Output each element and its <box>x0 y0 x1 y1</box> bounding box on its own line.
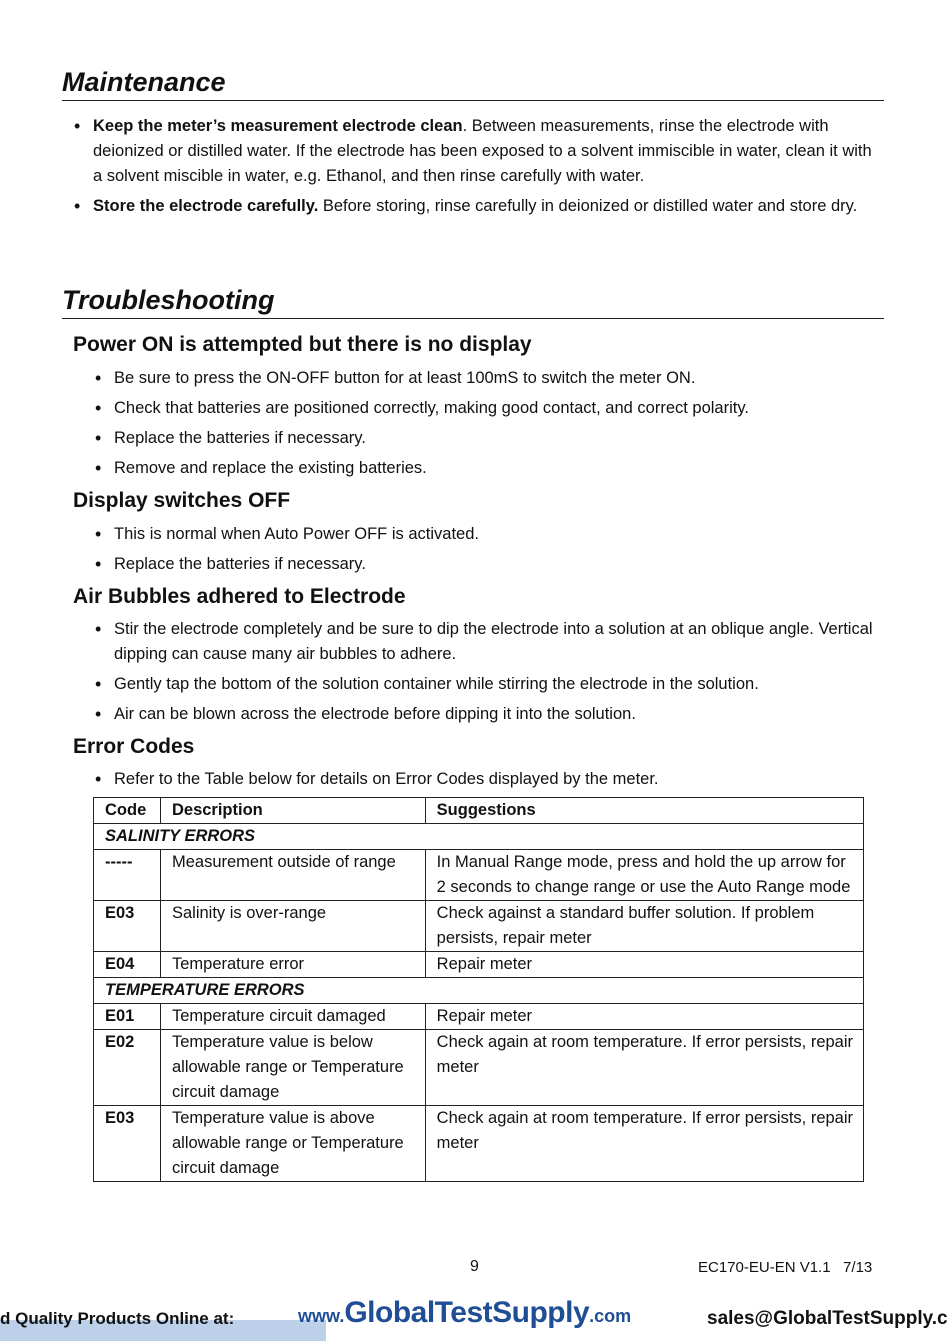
table-group-row <box>94 978 864 1004</box>
website-name: GlobalTestSupply <box>344 1296 590 1329</box>
list-item: • Be sure to press the ON-OFF button for at least 100mS to switch the meter ON. <box>114 366 884 391</box>
no-display-list <box>114 366 884 486</box>
list-item: • Remove and replace the existing batteries. <box>114 456 884 481</box>
section-heading-error-codes: Error Codes <box>73 735 195 758</box>
column-header-suggestions: Suggestions <box>425 798 863 824</box>
troubleshooting-heading: Troubleshooting <box>62 284 884 319</box>
list-item: • Gently tap the bottom of the solution container while stirring the electrode in the solution. <box>114 672 874 697</box>
error-description: Temperature error <box>160 952 425 978</box>
error-codes-list <box>114 767 884 797</box>
bullet-bold: Keep the meter’s measurement electrode clean <box>93 117 463 135</box>
list-item: • Refer to the Table below for details on Error Codes displayed by the meter. <box>114 767 884 792</box>
error-suggestion: In Manual Range mode, press and hold the up arrow for 2 seconds to change range or use the Auto Range mode <box>425 850 863 901</box>
table-row <box>94 850 864 901</box>
error-suggestion: Check again at room temperature. If error persists, repair meter <box>425 1106 863 1182</box>
error-code: E01 <box>94 1004 161 1030</box>
maintenance-list <box>93 114 883 224</box>
table-row <box>94 1004 864 1030</box>
error-code-table <box>93 797 864 1182</box>
error-description: Temperature circuit damaged <box>160 1004 425 1030</box>
table-row <box>94 952 864 978</box>
error-suggestion: Repair meter <box>425 952 863 978</box>
table-group-row <box>94 824 864 850</box>
error-code: E02 <box>94 1030 161 1106</box>
error-suggestion: Repair meter <box>425 1004 863 1030</box>
error-suggestion: Check against a standard buffer solution. If problem persists, repair meter <box>425 901 863 952</box>
error-description: Measurement outside of range <box>160 850 425 901</box>
list-item: • Check that batteries are positioned correctly, making good contact, and correct polarity. <box>114 396 884 421</box>
section-heading-air-bubbles: Air Bubbles adhered to Electrode <box>73 585 406 608</box>
list-item: • Stir the electrode completely and be sure to dip the electrode into a solution at an oblique angle. Vertical dipping can cause many air bubbles to adhere. <box>114 617 874 667</box>
bullet-bold: Store the electrode carefully. <box>93 197 319 215</box>
list-item <box>93 114 883 189</box>
section-heading-display-off: Display switches OFF <box>73 489 291 512</box>
error-code: E04 <box>94 952 161 978</box>
email-link[interactable]: sales@GlobalTestSupply.c <box>707 1308 948 1329</box>
group-title: SALINITY ERRORS <box>94 824 864 850</box>
website-link[interactable] <box>298 1296 631 1330</box>
website-prefix: www. <box>298 1306 345 1326</box>
brand-tagline: d Quality Products Online at: <box>0 1309 235 1328</box>
list-item: • Air can be blown across the electrode before dipping it into the solution. <box>114 702 874 727</box>
list-item: • Replace the batteries if necessary. <box>114 552 884 577</box>
table-row <box>94 901 864 952</box>
air-bubbles-list <box>114 617 874 732</box>
table-row <box>94 1030 864 1106</box>
error-description: Salinity is over-range <box>160 901 425 952</box>
display-off-list <box>114 522 884 582</box>
group-title: TEMPERATURE ERRORS <box>94 978 864 1004</box>
section-heading-no-display: Power ON is attempted but there is no display <box>73 333 532 356</box>
maintenance-heading: Maintenance <box>62 66 884 101</box>
table-header-row <box>94 798 864 824</box>
error-code: E03 <box>94 901 161 952</box>
column-header-code: Code <box>94 798 161 824</box>
error-description: Temperature value is below allowable range or Temperature circuit damage <box>160 1030 425 1106</box>
error-suggestion: Check again at room temperature. If error persists, repair meter <box>425 1030 863 1106</box>
error-description: Temperature value is above allowable range or Temperature circuit damage <box>160 1106 425 1182</box>
website-suffix: .com <box>589 1306 632 1326</box>
bullet-text: . Between measurements, rinse the electrode with deionized or distilled water. If the electrode has been exposed to a solvent immiscible in water, clean it with a solvent miscible in water, e.g. Ethanol, and then rinse carefully with water. <box>93 117 872 185</box>
bullet-text: Before storing, rinse carefully in deionized or distilled water and store dry. <box>318 197 858 215</box>
page-number: 9 <box>470 1258 479 1275</box>
error-code: E03 <box>94 1106 161 1182</box>
error-code: ----- <box>94 850 161 901</box>
document-id: EC170-EU-EN V1.1 7/13 <box>698 1259 873 1276</box>
column-header-description: Description <box>160 798 425 824</box>
list-item <box>93 194 883 219</box>
list-item: • This is normal when Auto Power OFF is activated. <box>114 522 884 547</box>
table-row <box>94 1106 864 1182</box>
list-item: • Replace the batteries if necessary. <box>114 426 884 451</box>
